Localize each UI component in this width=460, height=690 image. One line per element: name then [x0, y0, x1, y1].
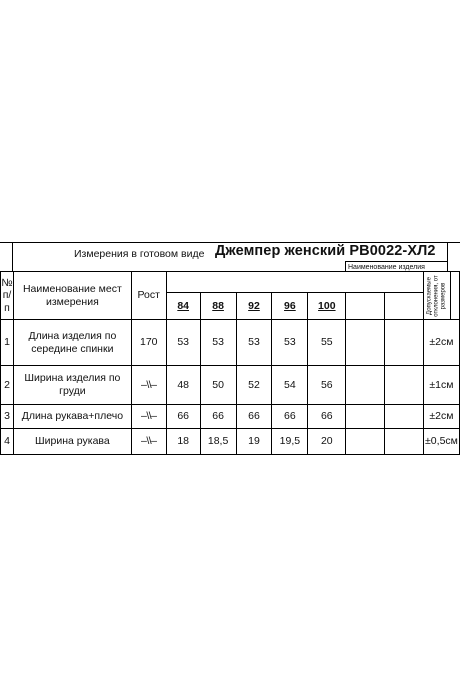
height-value: –\\– — [131, 429, 166, 455]
value-cell: 56 — [308, 366, 346, 405]
tolerance-value: ±2см — [423, 405, 459, 429]
table-row — [1, 429, 460, 455]
size-blank-1 — [346, 293, 385, 320]
tolerance-header-text: Допускаемые отклонения, от размеров — [426, 274, 447, 317]
value-cell — [385, 366, 424, 405]
size-88: 88 — [200, 293, 236, 320]
size-96: 96 — [272, 293, 308, 320]
height-value: 170 — [131, 320, 166, 366]
table-row — [1, 320, 460, 366]
tolerance-value: ±1см — [423, 366, 459, 405]
value-cell: 66 — [200, 405, 236, 429]
value-cell — [346, 320, 385, 366]
value-cell: 20 — [308, 429, 346, 455]
value-cell: 19,5 — [272, 429, 308, 455]
value-cell — [385, 429, 424, 455]
value-cell: 55 — [308, 320, 346, 366]
caption-line — [345, 261, 447, 262]
height-value: –\\– — [131, 366, 166, 405]
caption-divider — [345, 261, 346, 271]
size-chart-sheet — [0, 242, 460, 447]
value-cell: 66 — [166, 405, 200, 429]
value-cell — [346, 429, 385, 455]
spare-header — [450, 272, 459, 320]
value-cell — [346, 405, 385, 429]
page-title: Джемпер женский РВ0022-ХЛ2 — [215, 243, 436, 259]
size-92: 92 — [236, 293, 272, 320]
header-row-top — [1, 272, 460, 293]
value-cell — [346, 366, 385, 405]
product-name-caption: Наименование изделия — [348, 264, 425, 271]
measure-name: Длина изделия по середине спинки — [13, 320, 131, 366]
right-border-top — [447, 242, 448, 271]
measurements-table — [0, 271, 460, 455]
value-cell — [385, 320, 424, 366]
table-row — [1, 405, 460, 429]
height-value: –\\– — [131, 405, 166, 429]
row-num: 4 — [1, 429, 14, 455]
tolerance-value: ±2см — [423, 320, 459, 366]
value-cell: 18,5 — [200, 429, 236, 455]
table-row — [1, 366, 460, 405]
value-cell: 54 — [272, 366, 308, 405]
value-cell: 66 — [272, 405, 308, 429]
row-num: 1 — [1, 320, 14, 366]
size-blank-2 — [385, 293, 424, 320]
value-cell: 53 — [200, 320, 236, 366]
col-measure-header: Наименование мест измерения — [13, 272, 131, 320]
value-cell: 18 — [166, 429, 200, 455]
row-num: 2 — [1, 366, 14, 405]
subtitle: Измерения в готовом виде — [74, 248, 205, 260]
value-cell: 53 — [236, 320, 272, 366]
col-tolerance-header — [423, 272, 450, 320]
col-num-header: № п/ п — [1, 272, 14, 320]
value-cell: 50 — [200, 366, 236, 405]
value-cell: 48 — [166, 366, 200, 405]
value-cell: 19 — [236, 429, 272, 455]
value-cell: 53 — [166, 320, 200, 366]
col-height-header: Рост — [131, 272, 166, 320]
value-cell: 66 — [308, 405, 346, 429]
size-100: 100 — [308, 293, 346, 320]
measure-name: Длина рукава+плечо — [13, 405, 131, 429]
value-cell: 53 — [272, 320, 308, 366]
measure-name: Ширина рукава — [13, 429, 131, 455]
sizes-group-header — [166, 272, 423, 293]
value-cell — [385, 405, 424, 429]
value-cell: 52 — [236, 366, 272, 405]
tolerance-value: ±0,5см — [423, 429, 459, 455]
value-cell: 66 — [236, 405, 272, 429]
measure-name: Ширина изделия по груди — [13, 366, 131, 405]
left-border-top — [12, 242, 13, 271]
row-num: 3 — [1, 405, 14, 429]
size-84: 84 — [166, 293, 200, 320]
